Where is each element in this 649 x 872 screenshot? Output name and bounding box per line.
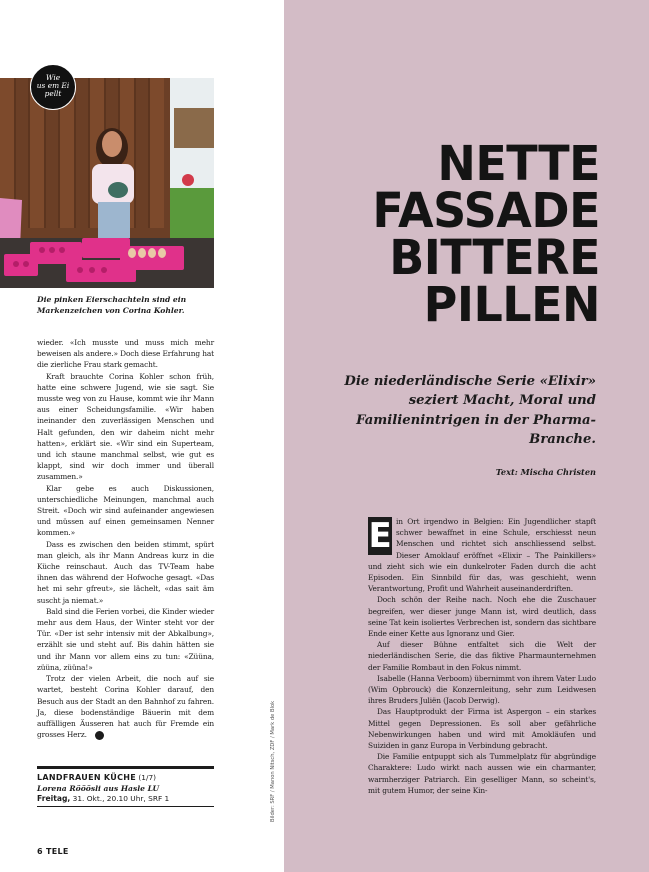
episode: (1/7) xyxy=(138,773,157,782)
lead-text: Die niederländische Serie «Elixir» seziert Macht, Moral und Familienintrigen in der Pharma-Branche. xyxy=(344,374,596,448)
paragraph xyxy=(368,516,596,594)
paragraph: Isabelle (Hanna Verboom) übernimmt von ihrem Vater Ludo (Wim Opbrouck) die Konzernleitung, sehr zum Leidwesen ihres Bruders Juliën (Jacob Derwig). xyxy=(368,673,596,706)
headline-line: FASSADE xyxy=(372,181,600,239)
paragraph-last xyxy=(37,673,214,740)
badge xyxy=(30,64,76,110)
left-column xyxy=(37,337,214,740)
paragraph: Kraft brauchte Corina Kohler schon früh, hatte eine schwere Jugend, wie sie sagt. Sie musste weg von zu Hause, kommt wie ihr Mann aus einer Scheidungsfamilie. «Wir haben ineinander den zuverlässigen Menschen und Halt gefunden, den wir daheim nicht mehr hatten», erklärt sie. «Wir sind ein Superteam, und ich staune manchmal selbst, wie gut es klappt, sind wir doch immer und überall zusammen.» xyxy=(37,371,214,482)
badge-line: Wie xyxy=(45,73,61,82)
byline: Text: Mischa Christen xyxy=(495,467,596,477)
end-mark-icon: T xyxy=(95,731,104,740)
article-photo xyxy=(0,78,214,288)
paragraph: Bald sind die Ferien vorbei, die Kinder wieder mehr aus dem Haus, der Winter steht vor der Tür. «Der ist sehr intensiv mit der Abkalbung», erzählt sie und steht auf. Bis dahin hätten sie und ihr Mann vor allem eins zu tun: «Züüna, züüna, züüna!» xyxy=(37,606,214,672)
paragraph: Die Familie entpuppt sich als Tummelplatz für abgründige Charaktere: Ludo wirkt nach aussen wie ein charmanter, warmherziger Patriarch. Ein geselliger Mann, so scheint's, mit gutem Humor, der seine Kin- xyxy=(368,752,596,795)
headline-line: NETTE xyxy=(437,134,600,192)
cast: Lorena Rööösli aus Hasle LU xyxy=(37,783,160,793)
badge-line: us em Ei xyxy=(36,81,70,91)
paragraph: Doch schön der Reihe nach. Noch ehe die Zuschauer begreifen, wer dieser junge Mann ist, wird deutlich, dass seine Tat kein isoliertes Verbrechen ist, sondern das sichtbare Ende einer Kette aus Ignoranz und Gier. xyxy=(368,595,596,639)
show-title: LANDFRAUEN KÜCHE xyxy=(37,773,137,782)
headline-line: BITTERE xyxy=(389,228,600,286)
airtime-line xyxy=(37,794,214,805)
info-rule xyxy=(37,806,214,807)
page-footer: 6 TELE xyxy=(37,847,69,856)
airtime-date: 31. Okt., 20.10 Uhr, SRF 1 xyxy=(72,794,170,803)
paragraph: Auf dieser Bühne entfaltet sich die Welt der niederländischen Serie, die das fiktive Pharmaunternehmen der Familie Rombaut in den Fokus nimmt. xyxy=(368,640,596,672)
paragraph: Klar gebe es auch Diskussionen, unterschiedliche Meinungen, manchmal auch Streit. «Doch wir sind aufeinander angewiesen und müssen auf einen gemeinsamen Nenner kommen.» xyxy=(37,483,214,538)
headline-line: PILLEN xyxy=(423,275,600,333)
paragraph-text: Trotz der vielen Arbeit, die noch auf sie wartet, besteht Corina Kohler darauf, den Besuch aus der Stadt an den Bahnhof zu fahren. Ja, diese bodenständige Bäuerin mit dem auffälligen Äusseren hat auch für Fremde ein grosses Herz. xyxy=(37,674,214,740)
badge-line: pellt xyxy=(44,89,62,99)
headline xyxy=(300,134,600,333)
photo-caption: Die pinken Eierschachteln sind ein Markenzeichen von Corina Kohler. xyxy=(37,295,187,316)
dropcap: E xyxy=(368,516,392,556)
paragraph: Das Hauptprodukt der Firma ist Aspergon – ein starkes Mittel gegen Depressionen. Es soll aber gefährliche Nebenwirkungen haben und wird mit Amokläufen und Suiziden in ganz Europa in Verbindung gebracht. xyxy=(368,707,596,751)
paragraph: Dass es zwischen den beiden stimmt, spürt man gleich, als ihr Mann Andreas kurz in die Küche reinschaut. Auch das TV-Team habe ihnen das während der Hofwoche gesagt. «Das het mi sehr gfreut», sie lächelt, «das sait äm suscht ja niemat.» xyxy=(37,539,214,605)
paragraph-text: in Ort irgendwo in Belgien: Ein Jugendlicher stapft schwer bewaffnet in eine Schule, erschiesst neun Menschen und richtet sich anschliessend selbst. Dieser Amoklauf eröffnet «Elixir – The Painkillers» und zieht sich wie ein dunkelroter Faden durch die acht Episoden. Ein Sinnbild für das, was geschieht, wenn Verantwortung, Profit und Wahrheit auseinanderdriften. xyxy=(368,517,596,594)
broadcast-info xyxy=(37,766,214,807)
image-credit: Bilder: SRF / Manon Nitsch, ZDF / Mark de Blok xyxy=(270,700,276,822)
body-column xyxy=(368,516,596,796)
paragraph: wieder. «Ich musste und muss mich mehr beweisen als andere.» Doch diese Erfahrung hat die zierliche Frau stark gemacht. xyxy=(37,338,214,370)
airtime-day: Freitag, xyxy=(37,794,71,803)
info-title-line xyxy=(37,773,214,784)
